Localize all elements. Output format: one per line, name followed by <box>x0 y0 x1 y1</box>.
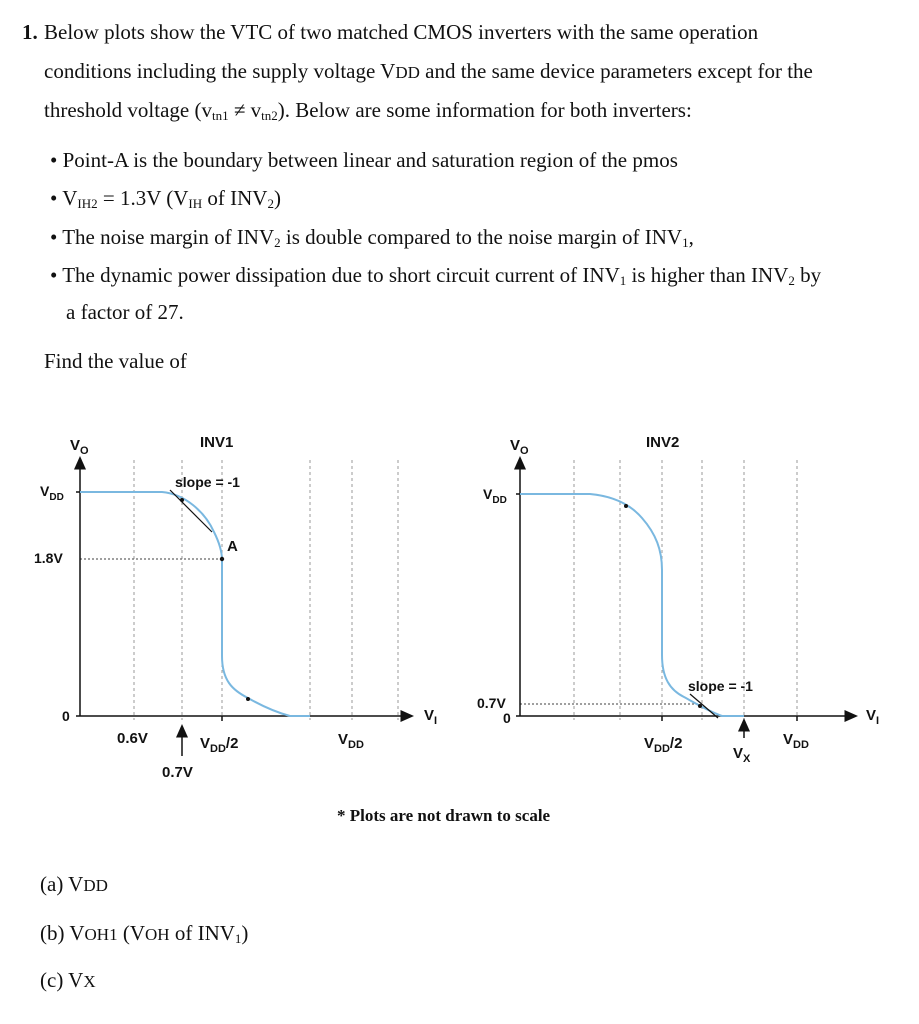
y-axis-label: $V_O$ <box>70 437 89 457</box>
slope-point-marker <box>180 498 184 502</box>
bullet-vih2: • $V_{IH2} = 1.3V$ ($V_{IH}$ of $INV_2$) <box>50 186 281 211</box>
x-half-label: $V_{DD}/2$ <box>200 735 239 755</box>
y-axis-label: $V_O$ <box>510 437 529 457</box>
y-vdd-label: $V_{DD}$ <box>483 486 507 506</box>
bullet-noise-margin: • The noise margin of $INV_2$ is double compared to the noise margin of $INV_1$, <box>50 225 694 250</box>
part-a: (a) VDD <box>40 872 108 896</box>
x-vdd-label: $V_{DD}$ <box>338 731 364 751</box>
y-07-label: 0.7V <box>477 695 506 711</box>
bullet-dynamic-power-cont: a factor of 27. <box>66 300 184 324</box>
bullet-dynamic-power: • The dynamic power dissipation due to short circuit current of $INV_1$ is higher than $INV_2$ by <box>50 263 822 288</box>
scale-note: * Plots are not drawn to scale <box>337 806 551 825</box>
y-18-label: 1.8V <box>34 550 63 566</box>
curve-point-marker <box>624 504 628 508</box>
x-half-label: $V_{DD}/2$ <box>644 735 683 755</box>
question-number: 1. <box>22 20 38 44</box>
slope-label: slope = -1 <box>688 678 753 694</box>
slope-tangent <box>690 694 718 718</box>
plot2-title: INV2 <box>646 434 680 451</box>
slope-point-marker <box>698 704 702 708</box>
slope-tangent <box>170 490 212 532</box>
question-line-2: conditions including the supply voltage VDD and the same device parameters except for the <box>44 59 813 83</box>
slope-label: slope = -1 <box>175 474 240 490</box>
x-06-label: 0.6V <box>117 730 148 747</box>
plot-inv2 <box>477 434 879 765</box>
x-07-label: 0.7V <box>162 764 193 781</box>
x-axis-label: $V_I$ <box>424 707 438 727</box>
point-a-label: A <box>227 538 238 555</box>
find-prompt: Find the value of <box>44 349 187 373</box>
x-vdd-label: $V_{DD}$ <box>783 731 809 751</box>
curve-point-marker <box>246 697 250 701</box>
bullet-point-a: • Point-A is the boundary between linear and saturation region of the pmos <box>50 148 678 172</box>
plot1-title: INV1 <box>200 434 234 451</box>
y-zero-label: 0 <box>62 708 70 724</box>
part-b: (b) VOH1 (VOH of $INV_1$) <box>40 921 249 946</box>
question-line-1: Below plots show the VTC of two matched CMOS inverters with the same operation <box>44 20 759 44</box>
y-zero-label: 0 <box>503 710 511 726</box>
part-c: (c) VX <box>40 968 96 992</box>
x-axis-label: $V_I$ <box>866 707 880 727</box>
vtc-curve-inv1 <box>80 492 310 716</box>
plot-inv1 <box>34 434 437 781</box>
vtc-figure <box>0 420 919 800</box>
point-a-marker <box>220 557 224 561</box>
x-vx-label: $V_X$ <box>733 745 751 765</box>
question-line-3: threshold voltage $(v_{tn1} \ne v_{tn2})$. Below are some information for both inverters: <box>44 98 692 123</box>
y-vdd-label: $V_{DD}$ <box>40 483 64 503</box>
